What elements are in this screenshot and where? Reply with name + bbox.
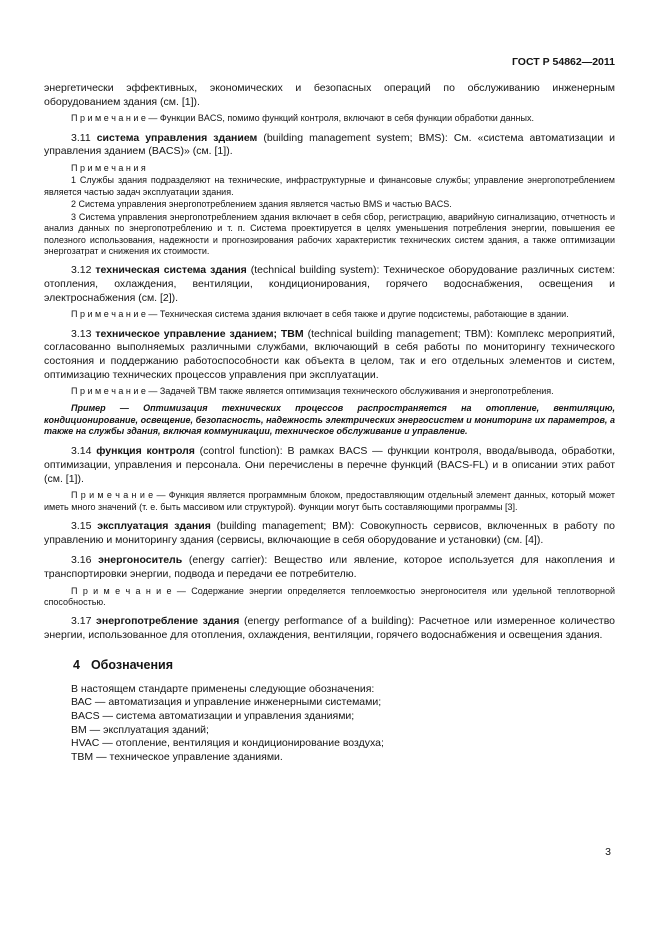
term-number: 3.17 (71, 615, 97, 628)
page-number: 3 (605, 846, 611, 858)
term-3-15 (44, 520, 615, 547)
term-name: эксплуатация здания (97, 520, 211, 533)
note-3-12 (44, 309, 615, 320)
doc-number: ГОСТ Р 54862—2011 (511, 56, 615, 68)
note-bacs (44, 113, 615, 124)
note-item-1: 1 Службы здания подразделяют на технические, инфраструктурные и финансовые службы; управление энергопотреблением является частью задач эксплуатации здания. (44, 175, 615, 197)
term-definition: (building management system; BMS): См. «система автоматизации и управления зданием (BACS)» (см. [1]). (44, 131, 615, 158)
term-definition: (energy carrier): Вещество или явление, которое используется для накопления и транспортировки энергии, подвода и передачи ее потребителю. (44, 554, 615, 580)
term-number: 3.14 (71, 445, 97, 458)
abbreviation-item: HVAC — отопление, вентиляция и кондиционирование воздуха; (71, 737, 384, 750)
abbreviation-item: ВАС — автоматизация и управление инженерными системами; (71, 696, 382, 709)
term-number: 3.12 (71, 264, 96, 277)
note-3-14 (44, 490, 615, 513)
term-3-16 (44, 554, 615, 581)
term-number: 3.11 (71, 131, 97, 144)
note-text: Задачей ТВМ также является оптимизация технического обслуживания и энергопотребления. (159, 386, 554, 397)
term-definition: (control function): В рамках BACS — функции контроля, ввода/вывода, обработки, оптимизации, управления и персонала. Они перечислены в перечне функций (BACS-FL) и в описании этих работ (см. [1]). (44, 445, 615, 485)
example-text: Оптимизация технических процессов распространяется на отопление, вентиляцию, кондиционирование, освещение, безопасность, надежность электрических энергосистем и мониторинг их параметров, а также на службы здания, включая коммуникации, техническое обслуживание и управление. (44, 402, 615, 437)
term-3-17 (44, 615, 615, 642)
note-label: П р и м е ч а н и е — (71, 309, 160, 320)
term-name: энергопотребление здания (96, 615, 240, 628)
term-number: 3.13 (71, 327, 96, 340)
term-name: энергоноситель (98, 554, 183, 567)
example-block (44, 403, 615, 439)
example-label: Пример — (71, 402, 144, 413)
note-label: П р и м е ч а н и е — (71, 113, 160, 124)
note-label: П р и м е ч а н и е — (71, 490, 169, 501)
note-label: П р и м е ч а н и е — (71, 386, 160, 397)
term-definition: (technical building management; TBM): Комплекс мероприятий, согласованно выполняемых различными службами, включающий в себя работы по мониторингу технического состояния и поддержанию работоспособности как объекта в целом, так и его отдельных элементов и систем, оптимизацию технических процессов управления при эксплуатации. (44, 327, 615, 381)
abbreviation-item: ТВМ — техническое управление зданиями. (71, 750, 283, 763)
abbreviation-item: ВМ — эксплуатация зданий; (71, 723, 209, 736)
note-text: Функция является программным блоком, предоставляющим отдельный элемент данных, который может иметь много значений (т. е. быть массивом или структурой). Функции могут быть составляющими программы [3]. (44, 490, 615, 512)
term-definition: (building management; BM): Совокупность сервисов, включенных в работу по управлению и мониторингу здания (сервисы, включающие в себя оборудование и установки) (см. [4]). (44, 520, 615, 546)
paragraph-continuation: энергетически эффективных, экономических и безопасных операций по обслуживанию инженерным оборудованием здания (см. [1]). (44, 82, 615, 108)
note-item-2: 2 Система управления энергопотреблением здания является частью BMS и частью BACS. (71, 199, 452, 210)
abbreviations-intro: В настоящем стандарте применены следующие обозначения: (71, 682, 375, 695)
note-text: Функции BACS, помимо функций контроля, включают в себя функции обработки данных. (159, 113, 534, 124)
section-4-heading (44, 658, 615, 672)
term-3-12 (44, 264, 615, 305)
term-name: система управления зданием (96, 131, 258, 144)
term-name: техническая система здания (95, 264, 247, 277)
term-number: 3.16 (71, 554, 99, 567)
term-3-11 (44, 132, 615, 159)
section-number: 4 (73, 657, 80, 672)
term-number: 3.15 (71, 520, 98, 533)
note-item-3: 3 Система управления энергопотреблением здания включает в себя сбор, регистрацию, аварийную сигнализацию, отчетность и анализ данных по энергопотреблению и т. п. Система проектируется в целях уменьшения потребления энергии, повышения ее полезного использования, надежности и прогнозирования рабочих характеристик технических систем здания, а также оптимизации энергозатрат и снижения их стоимости. (44, 211, 615, 256)
note-label: П р и м е ч а н и е — (71, 585, 192, 596)
term-name: техническое управление зданием; ТВМ (95, 327, 304, 340)
note-text: Техническая система здания включает в себя также и другие подсистемы, работающие в здании. (159, 309, 569, 320)
notes-heading: П р и м е ч а н и я (71, 162, 146, 173)
section-title: Обозначения (90, 657, 174, 672)
term-name: функция контроля (96, 445, 195, 458)
term-definition: (energy performance of a building): Расчетное или измеренное количество энергии, использованное для отопления, охлаждения, вентиляции, горячего водоснабжения и освещения здания. (44, 615, 615, 642)
term-3-14 (44, 445, 615, 486)
note-3-16 (44, 586, 615, 609)
note-text: Содержание энергии определяется теплоемкостью энергоносителя или удельной теплотворной способностью. (44, 585, 615, 608)
note-3-13 (44, 386, 615, 397)
term-3-13 (44, 328, 615, 383)
term-definition: (technical building system): Техническое оборудование различных систем: отопления, охлаждения, вентиляции, кондиционирования, горячего водоснабжения, освещения и электроснабжения (см. [2]). (44, 264, 616, 304)
abbreviation-item: BACS — система автоматизации и управления зданиями; (71, 710, 355, 723)
